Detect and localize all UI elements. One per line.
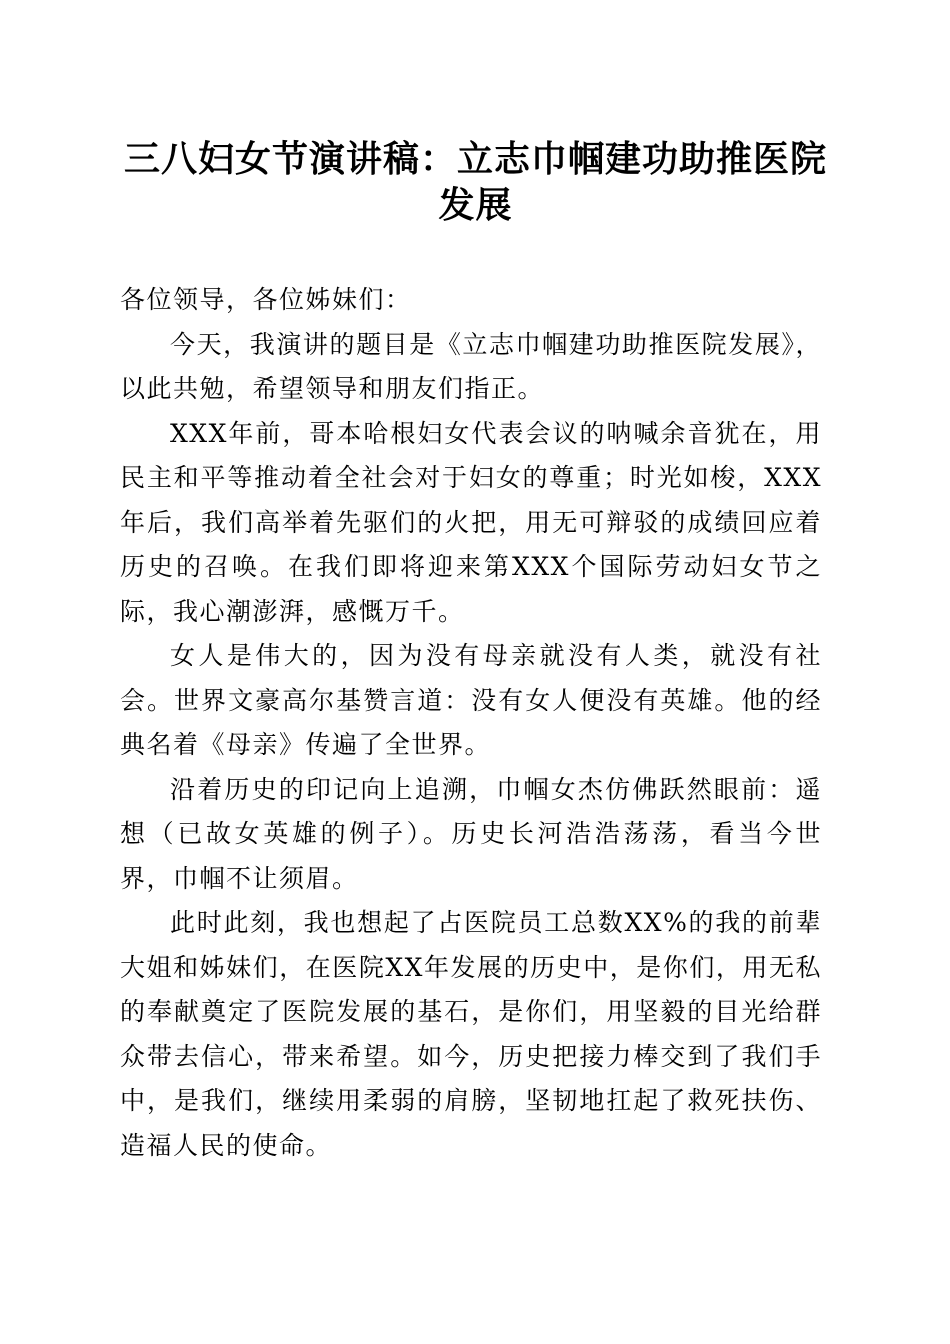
paragraph-3: 女人是伟大的，因为没有母亲就没有人类，就没有社会。世界文豪高尔基赞言道：没有女人便没有英雄。他的经典名着《母亲》传遍了全世界。	[120, 641, 822, 759]
document-title: 三八妇女节演讲稿：立志巾帼建功助推医院发展	[123, 138, 827, 226]
document-body	[120, 278, 822, 1168]
paragraph-2: XXX年前，哥本哈根妇女代表会议的呐喊余音犹在，用民主和平等推动着全社会对于妇女的尊重；时光如梭，XXX年后，我们高举着先驱们的火把，用无可辩驳的成绩回应着历史的召唤。在我们即将迎来第XXX个国际劳动妇女节之际，我心潮澎湃，感慨万千。	[120, 418, 822, 626]
paragraph-5: 此时此刻，我也想起了占医院员工总数XX%的我的前辈大姐和姊妹们，在医院XX年发展的历史中，是你们，用无私的奉献奠定了医院发展的基石，是你们，用坚毅的目光给群众带去信心，带来希望。如今，历史把接力棒交到了我们手中，是我们，继续用柔弱的肩膀，坚韧地扛起了救死扶伤、造福人民的使命。	[120, 908, 822, 1160]
paragraph-1: 今天，我演讲的题目是《立志巾帼建功助推医院发展》，以此共勉，希望领导和朋友们指正。	[120, 329, 822, 403]
salutation: 各位领导，各位姊妹们：	[120, 285, 412, 314]
paragraph-4: 沿着历史的印记向上追溯，巾帼女杰仿佛跃然眼前：遥想（已故女英雄的例子）。历史长河浩浩荡荡，看当今世界，巾帼不让须眉。	[120, 774, 822, 893]
